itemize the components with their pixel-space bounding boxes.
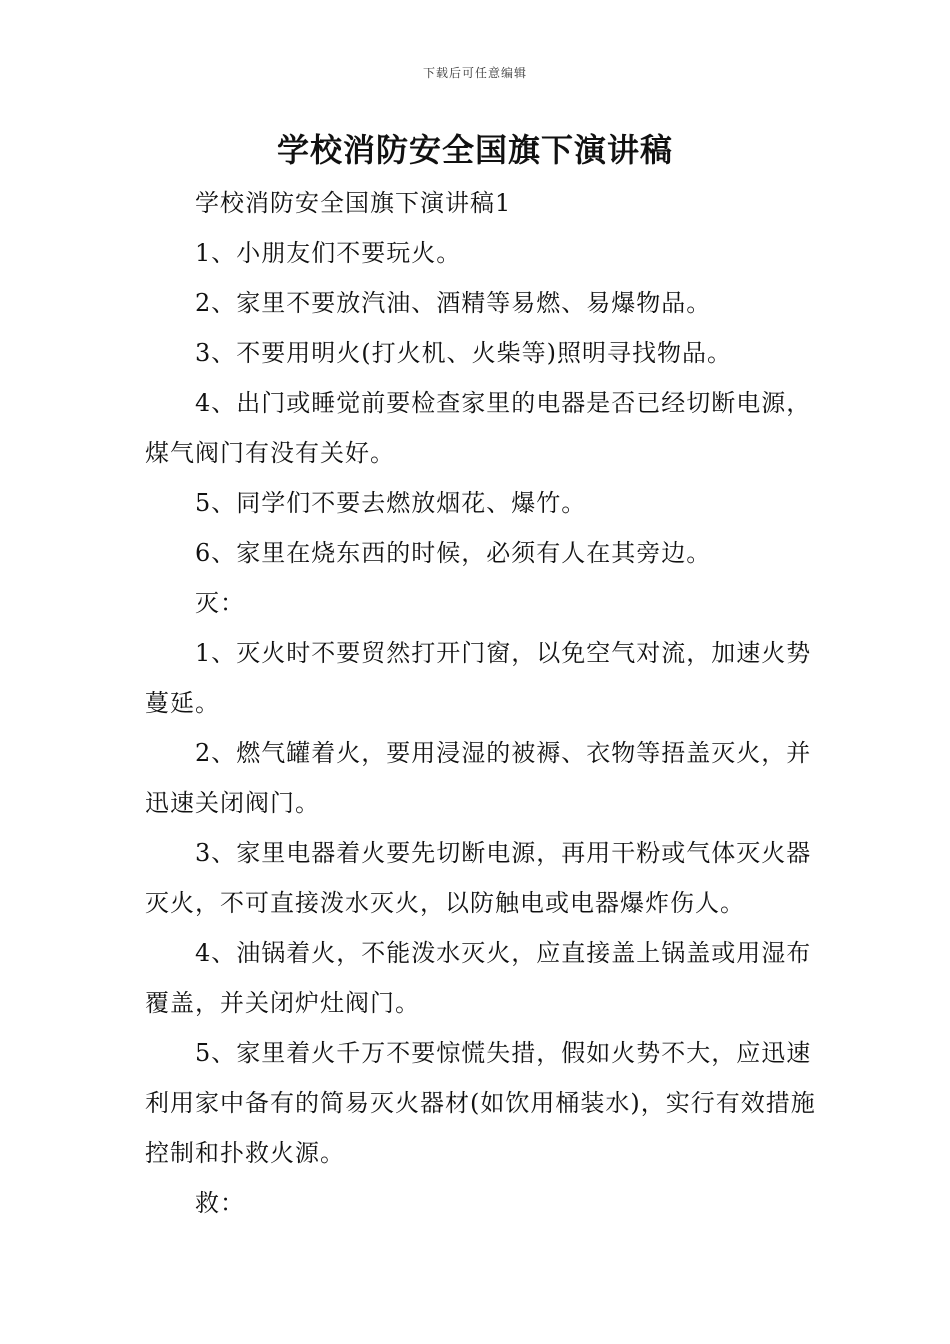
section-heading-extinguish: 灭： (195, 589, 245, 617)
paragraph: 2、燃气罐着火，要用浸湿的被褥、衣物等捂盖灭火，并迅速关闭阀门。 (145, 739, 812, 817)
paragraph: 5、同学们不要去燃放烟花、爆竹。 (195, 489, 587, 517)
document-body (145, 178, 825, 1228)
section-heading-rescue: 救： (195, 1189, 245, 1217)
paragraph: 2、家里不要放汽油、酒精等易燃、易爆物品。 (195, 289, 712, 317)
paragraph: 3、家里电器着火要先切断电源，再用干粉或气体灭火器灭火，不可直接泼水灭火，以防触电或电器爆炸伤人。 (145, 839, 812, 917)
paragraph: 1、灭火时不要贸然打开门窗，以免空气对流，加速火势蔓延。 (145, 639, 812, 717)
paragraph: 6、家里在烧东西的时候，必须有人在其旁边。 (195, 539, 712, 567)
paragraph: 4、出门或睡觉前要检查家里的电器是否已经切断电源，煤气阀门有没有关好。 (145, 389, 812, 467)
paragraph: 1、小朋友们不要玩火。 (195, 239, 462, 267)
paragraph-subtitle: 学校消防安全国旗下演讲稿1 (195, 189, 512, 217)
paragraph: 4、油锅着火，不能泼水灭火，应直接盖上锅盖或用湿布覆盖，并关闭炉灶阀门。 (145, 939, 812, 1017)
page-header-note: 下载后可任意编辑 (422, 66, 527, 80)
paragraph: 3、不要用明火(打火机、火柴等)照明寻找物品。 (195, 339, 732, 367)
paragraph: 5、家里着火千万不要惊慌失措，假如火势不大，应迅速利用家中备有的简易灭火器材(如饮用桶装水)，实行有效措施控制和扑救火源。 (145, 1039, 816, 1167)
document-title: 学校消防安全国旗下演讲稿 (276, 131, 673, 169)
